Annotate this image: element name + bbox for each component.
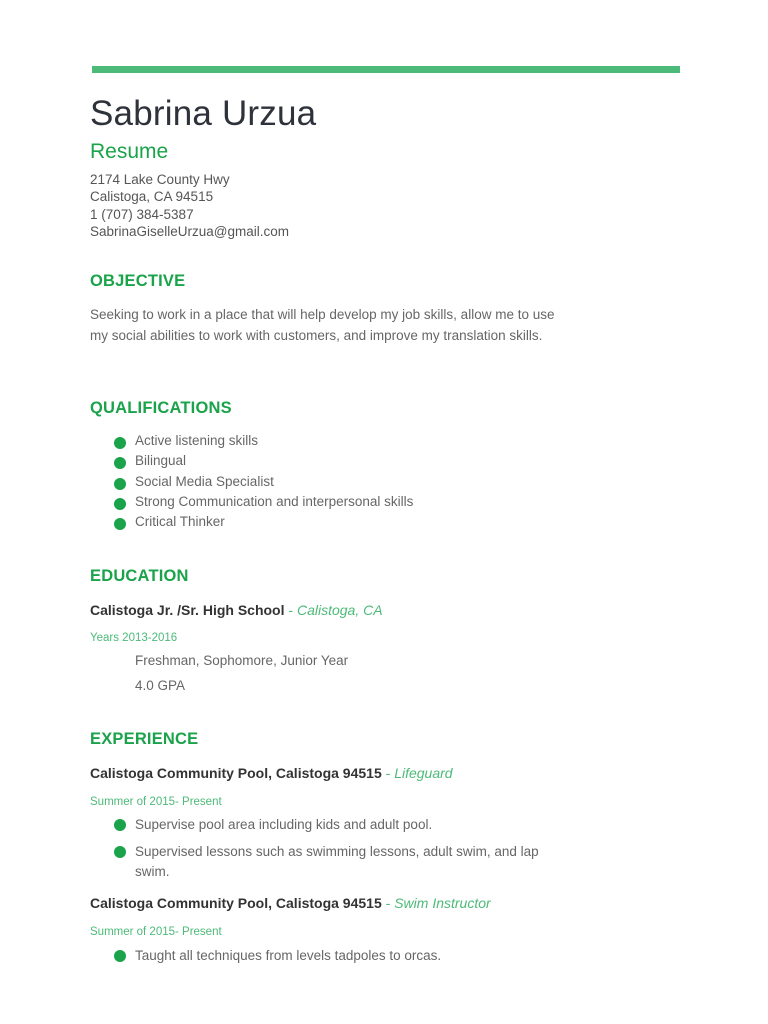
list-item (114, 842, 574, 883)
education-heading: EDUCATION (90, 567, 189, 585)
list-item-text: Taught all techniques from levels tadpoles to orcas. (135, 948, 442, 963)
document-subtitle: Resume (90, 140, 169, 163)
list-item (114, 433, 574, 453)
list-item (114, 453, 574, 473)
phone-number: 1 (707) 384-5387 (90, 206, 194, 222)
address-line-2: Calistoga, CA 94515 (90, 189, 214, 205)
bullet-dot-icon (114, 498, 126, 510)
objective-text: Seeking to work in a place that will help develop my job skills, allow me to use my social abilities to work with customers, and improve my translation skills. (90, 307, 555, 343)
title-separator: - (381, 895, 395, 911)
school-name: Calistoga Jr. /Sr. High School (90, 602, 285, 618)
list-item-text: Supervised lessons such as swimming lessons, adult swim, and lap swim. (135, 843, 539, 879)
list-item-text: Active listening skills (135, 433, 259, 448)
bullet-dot-icon (114, 819, 126, 831)
bullet-dot-icon (114, 457, 126, 469)
experience-heading: EXPERIENCE (90, 730, 199, 748)
job-organization: Calistoga Community Pool, Calistoga 94515 (90, 765, 382, 781)
job-title (90, 765, 453, 781)
list-item-text: Critical Thinker (135, 514, 225, 530)
bullet-dot-icon (114, 478, 126, 490)
job-dates: Summer of 2015- Present (90, 796, 222, 808)
contact-block (90, 171, 289, 240)
list-item (114, 815, 574, 836)
qualifications-list (114, 433, 574, 534)
qualifications-heading: QUALIFICATIONS (90, 399, 232, 417)
education-detail-2: 4.0 GPA (135, 678, 186, 693)
bullet-dot-icon (114, 518, 126, 530)
job-bullets (114, 815, 574, 883)
title-separator: - (381, 765, 395, 781)
school-location: Calistoga, CA (296, 602, 383, 618)
list-item-text: Bilingual (135, 453, 187, 469)
job-dates: Summer of 2015- Present (90, 926, 222, 938)
list-item-text: Supervise pool area including kids and adult pool. (135, 817, 433, 832)
education-entry-title (90, 602, 383, 618)
objective-heading: OBJECTIVE (90, 272, 186, 290)
list-item (114, 514, 574, 534)
candidate-name: Sabrina Urzua (90, 94, 317, 133)
job-title (90, 895, 491, 911)
bullet-dot-icon (114, 846, 126, 858)
email-address: SabrinaGiselleUrzua@gmail.com (90, 223, 290, 239)
title-separator: - (284, 602, 297, 618)
education-dates: Years 2013-2016 (90, 632, 178, 644)
job-bullets (114, 946, 574, 967)
bullet-dot-icon (114, 950, 126, 962)
education-detail-1: Freshman, Sophomore, Junior Year (135, 653, 349, 668)
list-item (114, 494, 574, 514)
list-item (114, 474, 574, 494)
list-item-text: Social Media Specialist (135, 473, 274, 489)
list-item (114, 946, 574, 967)
address-line-1: 2174 Lake County Hwy (90, 172, 230, 187)
bullet-dot-icon (114, 437, 126, 449)
job-organization: Calistoga Community Pool, Calistoga 94515 (90, 895, 382, 911)
job-role: Swim Instructor (394, 895, 491, 911)
job-role: Lifeguard (394, 765, 453, 781)
list-item-text: Strong Communication and interpersonal skills (135, 493, 414, 509)
header-accent-bar (92, 66, 680, 73)
